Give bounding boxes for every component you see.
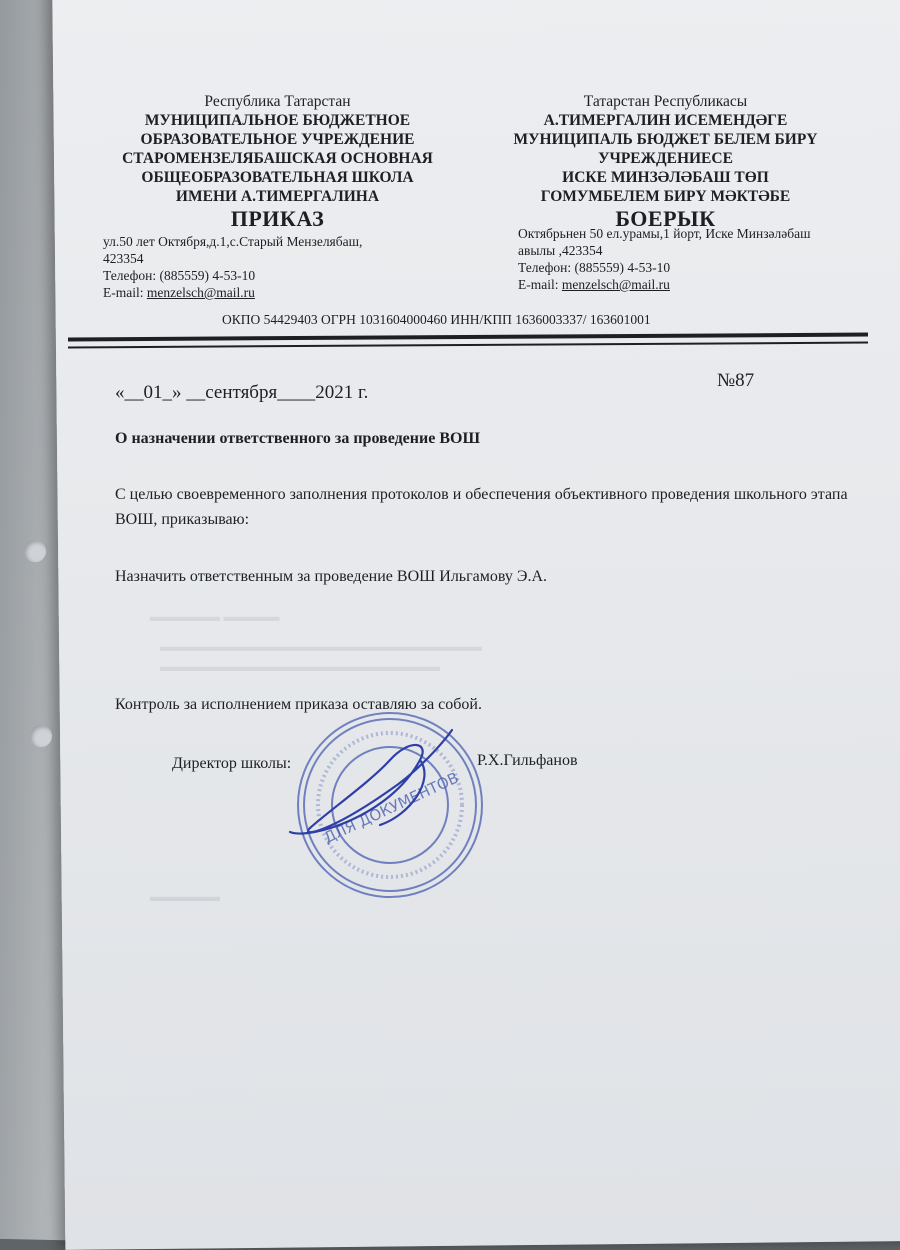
email-row: E-mail: menzelsch@mail.ru [103, 285, 255, 300]
email-link[interactable]: menzelsch@mail.ru [561, 277, 670, 292]
org-name-line: ИСКЕ МИНЗӘЛӘБАШ ТӨП [562, 169, 769, 186]
address-line: 423354 [103, 251, 144, 266]
email-link[interactable]: menzelsch@mail.ru [146, 285, 255, 300]
phone-text: Телефон: (885559) 4-53-10 [103, 268, 256, 283]
order-paragraph-appointment: Назначить ответственным за проведение ВОШ Ильгамову Э.А. [115, 568, 548, 585]
doc-type-heading: БОЕРЫК [615, 206, 716, 231]
address-line: Октябрьнен 50 ел.урамы,1 йорт, Иске Минзәләбаш [518, 226, 811, 241]
org-name-line: МУНИЦИПАЛЬНОЕ БЮДЖЕТНОЕ [144, 112, 411, 129]
show-through-text: ▬▬▬▬▬▬▬▬▬▬▬▬▬▬▬▬▬▬▬▬▬▬▬ [160, 640, 482, 655]
signer-name: Р.Х.Гильфанов [477, 752, 578, 769]
republic-label: Татарстан Республикасы [583, 93, 748, 110]
org-name-line: А.ТИМЕРГАЛИН ИСЕМЕНДӘГЕ [543, 112, 788, 129]
address-line: авылы ,423354 [518, 243, 603, 258]
show-through-text: ▬▬▬▬▬ [150, 890, 220, 905]
org-name-line: ГОМУМБЕЛЕМ БИРҮ МӘКТӘБЕ [540, 188, 791, 205]
phone-text: Телефон: (885559) 4-53-10 [518, 260, 671, 275]
order-number: №87 [717, 370, 755, 391]
doc-type-heading: ПРИКАЗ [230, 206, 325, 231]
address-left [103, 233, 362, 301]
director-signature [270, 720, 490, 850]
org-name-line: СТАРОМЕНЗЕЛЯБАШСКАЯ ОСНОВНАЯ [122, 150, 433, 167]
header-right [488, 92, 843, 232]
header-left [95, 92, 460, 232]
show-through-text: ▬▬▬▬▬ ▬▬▬▬ [150, 610, 280, 625]
republic-label: Республика Татарстан [204, 93, 351, 110]
signer-role: Директор школы: [172, 755, 292, 772]
address-right [518, 225, 811, 293]
stamp-inner-text: ДЛЯ ДОКУМЕНТОВ [321, 768, 462, 847]
header-divider-thin [68, 342, 868, 348]
show-through-text: ▬▬▬▬▬▬▬▬▬▬▬▬▬▬▬▬▬▬▬▬ [160, 660, 440, 675]
order-title: О назначении ответственного за проведение ВОШ [115, 430, 481, 447]
order-date: «__01_» __сентября____2021 г. [115, 382, 369, 403]
org-name-line: УЧРЕЖДЕНИЕСЕ [598, 150, 733, 167]
registry-codes: ОКПО 54429403 ОГРН 1031604000460 ИНН/КПП 1636003337/ 163601001 [222, 312, 651, 327]
org-name-line: ОБРАЗОВАТЕЛЬНОЕ УЧРЕЖДЕНИЕ [140, 131, 415, 148]
order-paragraph-control: Контроль за исполнением приказа оставляю за собой. [115, 696, 482, 713]
order-paragraph-purpose: С целью своевременного заполнения протоколов и обеспечения объективного проведения школьного этапа ВОШ, приказываю: [115, 486, 848, 528]
org-name-line: МУНИЦИПАЛЬ БЮДЖЕТ БЕЛЕМ БИРҮ [513, 131, 818, 148]
address-line: ул.50 лет Октября,д.1,с.Старый Мензелябаш, [103, 234, 363, 249]
org-name-line: ОБЩЕОБРАЗОВАТЕЛЬНАЯ ШКОЛА [141, 169, 414, 186]
org-name-line: ИМЕНИ А.ТИМЕРГАЛИНА [175, 188, 380, 205]
email-row: E-mail: menzelsch@mail.ru [518, 277, 670, 292]
header-divider-thick [68, 333, 868, 342]
